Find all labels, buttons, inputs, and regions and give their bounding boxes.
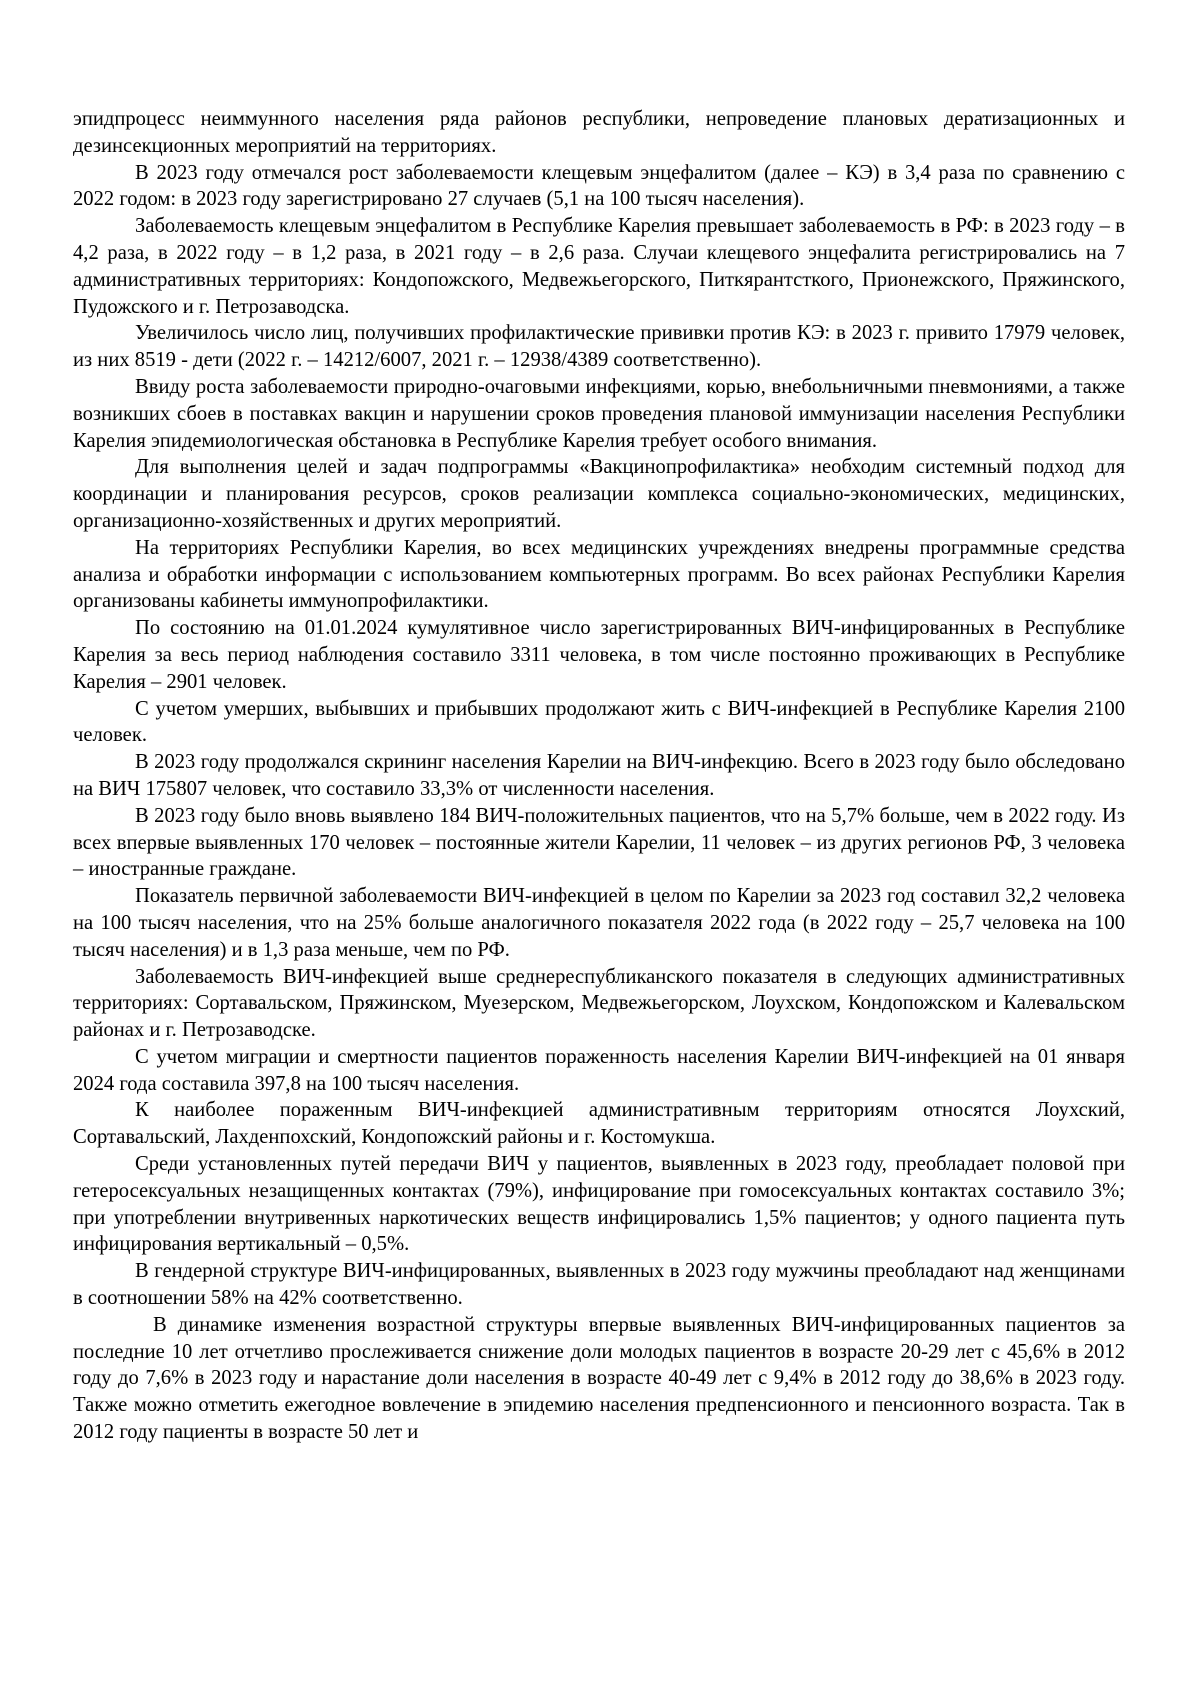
paragraph-vaccination-subprogram: Для выполнения целей и задач подпрограммы «Вакцинопрофилактика» необходим системный подход для координации и планирования ресурсов, сроков реализации комплекса социально-экономических, медицинских, организационно-хозяйственных и других мероприятий. <box>73 456 1125 532</box>
paragraph-hiv-above-average: Заболеваемость ВИЧ-инфекцией выше среднереспубликанского показателя в следующих административных территориях: Сортавальском, Пряжинском, Муезерском, Медвежьегорском, Лоухском, Кондопожском и Калевальском районах и г. Петрозаводске. <box>73 965 1125 1042</box>
paragraph-hiv-living: С учетом умерших, выбывших и прибывших продолжают жить с ВИЧ-инфекцией в Республике Карелия 2100 человек. <box>73 697 1125 747</box>
paragraph-hiv-gender: В гендерной структуре ВИЧ-инфицированных, выявленных в 2023 году мужчины преобладают над женщинами в соотношении 58% на 42% соответственно. <box>73 1260 1125 1310</box>
paragraph-hiv-cumulative: По состоянию на 01.01.2024 кумулятивное число зарегистрированных ВИЧ-инфицированных в Республике Карелия за весь период наблюдения составило 3311 человека, в том числе постоянно проживающих в Республике Карелия – 2901 человек. <box>73 617 1125 693</box>
paragraph-hiv-age-dynamics: В динамике изменения возрастной структуры впервые выявленных ВИЧ-инфицированных пациентов за последние 10 лет отчетливо прослеживается снижение доли молодых пациентов в возрасте 20-29 лет с 45,6% в 2012 году до 7,6% в 2023 году и нарастание доли населения в возрасте 40-49 лет с 9,4% в 2012 году до 38,6% в 2023 году. Также можно отметить ежегодное вовлечение в эпидемию населения предпенсионного и пенсионного возраста. Так в 2012 году пациенты в возрасте 50 лет и <box>73 1313 1125 1444</box>
document-page <box>73 106 1125 1446</box>
paragraph-hiv-prevalence: С учетом миграции и смертности пациентов пораженность населения Карелии ВИЧ-инфекцией на 01 января 2024 года составила 397,8 на 100 тысяч населения. <box>73 1045 1125 1095</box>
paragraph-vaccinations: Увеличилось число лиц, получивших профилактические прививки против КЭ: в 2023 г. привито 17979 человек, из них 8519 - дети (2022 г. – 14212/6007, 2021 г. – 12938/4389 соответственно). <box>73 322 1125 372</box>
paragraph-tick-encephalitis-growth: В 2023 году отмечался рост заболеваемости клещевым энцефалитом (далее – КЭ) в 3,4 раза по сравнению с 2022 годом: в 2023 году зарегистрировано 27 случаев (5,1 на 100 тысяч населения). <box>73 161 1125 211</box>
paragraph-epidemiological-situation: Ввиду роста заболеваемости природно-очаговыми инфекциями, корью, внебольничными пневмониями, а также возникших сбоев в поставках вакцин и нарушении сроков проведения плановой иммунизации населения Республики Карелия эпидемиологическая обстановка в Республике Карелия требует особого внимания. <box>73 375 1125 452</box>
paragraph-hiv-most-affected: К наиболее пораженным ВИЧ-инфекцией административным территориям относятся Лоухский, Сортавальский, Лахденпохский, Кондопожский районы и г. Костомукша. <box>73 1099 1125 1149</box>
paragraph-hiv-incidence-rate: Показатель первичной заболеваемости ВИЧ-инфекцией в целом по Карелии за 2023 год составил 32,2 человека на 100 тысяч населения, что на 25% больше аналогичного показателя 2022 года (в 2022 году – 25,7 человека на 100 тысяч населения) и в 1,3 раза меньше, чем по РФ. <box>73 885 1125 961</box>
paragraph-hiv-new-cases: В 2023 году было вновь выявлено 184 ВИЧ-положительных пациентов, что на 5,7% больше, чем в 2022 году. Из всех впервые выявленных 170 человек – постоянные жители Карелии, 11 человек – из других регионов РФ, 3 человека – иностранные граждане. <box>73 804 1125 881</box>
paragraph-hiv-screening: В 2023 году продолжался скрининг населения Карелии на ВИЧ-инфекцию. Всего в 2023 году было обследовано на ВИЧ 175807 человек, что составило 33,3% от численности населения. <box>73 751 1125 800</box>
paragraph-hiv-transmission: Среди установленных путей передачи ВИЧ у пациентов, выявленных в 2023 году, преобладает половой при гетеросексуальных незащищенных контактах (79%), инфицирование при гомосексуальных контактах составило 3%; при употреблении внутривенных наркотических веществ инфицировались 1,5% пациентов; у одного пациента путь инфицирования вертикальный – 0,5%. <box>73 1153 1125 1256</box>
paragraph-software-tools: На территориях Республики Карелия, во всех медицинских учреждениях внедрены программные средства анализа и обработки информации с использованием компьютерных программ. Во всех районах Республики Карелия организованы кабинеты иммунопрофилактики. <box>73 536 1125 613</box>
paragraph-continuation: эпидпроцесс неиммунного населения ряда районов республики, непроведение плановых дератизационных и дезинсекционных мероприятий на территориях. <box>73 108 1125 157</box>
paragraph-tick-encephalitis-comparison: Заболеваемость клещевым энцефалитом в Республике Карелия превышает заболеваемость в РФ: в 2023 году – в 4,2 раза, в 2022 году – в 1,2 раза, в 2021 году – в 2,6 раза. Случаи клещевого энцефалита регистрировались на 7 административных территориях: Кондопожского, Медвежьегорского, Питкярантсткого, Прионежского, Пряжинского, Пудожского и г. Петрозаводска. <box>73 215 1125 318</box>
